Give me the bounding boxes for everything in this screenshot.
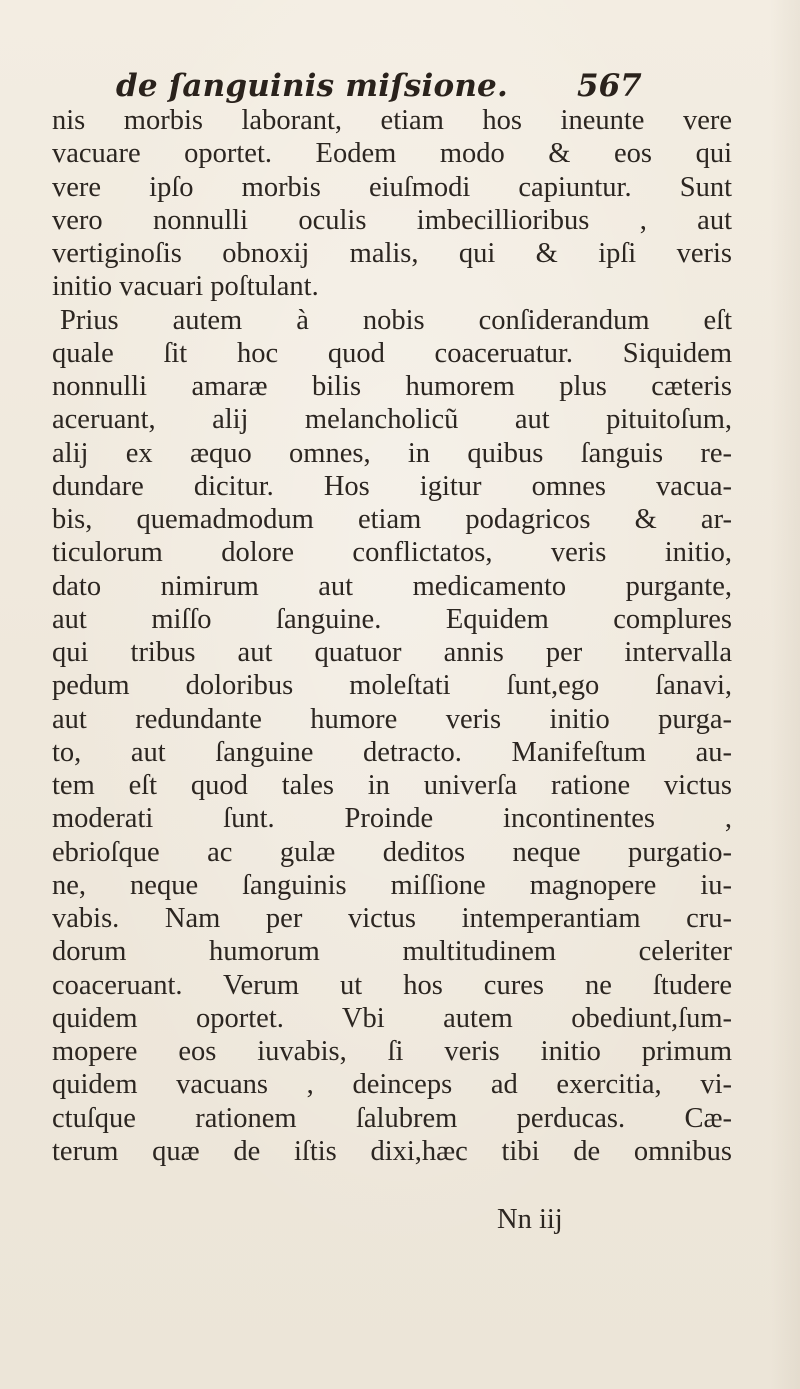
text-line: nis morbis laborant, etiam hos ineunte vere xyxy=(52,105,732,136)
text-line: quale ſit hoc quod coaceruatur. Siquidem xyxy=(52,337,732,369)
text-line: dorum humorum multitudinem celeriter xyxy=(52,936,732,968)
text-line: tem eſt quod tales in univerſa ratione victus xyxy=(52,770,732,801)
text-line: terum quæ de iſtis dixi,hæc tibi de omnibus xyxy=(52,1135,732,1167)
text-line: dato nimirum aut medicamento purgante, xyxy=(52,570,732,602)
running-head xyxy=(0,68,800,108)
text-line: Prius autem à nobis conſiderandum eſt xyxy=(60,304,732,336)
text-line: ctuſque rationem ſalubrem perducas. Cæ- xyxy=(52,1102,732,1134)
text-line: ticulorum dolore conflictatos, veris initio, xyxy=(52,537,732,569)
text-line: vabis. Nam per victus intemperantiam cru- xyxy=(52,903,732,934)
text-line: bis, quemadmodum etiam podagricos & ar- xyxy=(52,504,732,535)
text-line: aut redundante humore veris initio purga- xyxy=(52,703,732,735)
text-line: quidem oportet. Vbi autem obediunt,ſum- xyxy=(52,1002,732,1034)
body-text xyxy=(52,104,732,1168)
text-line: qui tribus aut quatuor annis per intervalla xyxy=(52,637,732,668)
signature-mark: Nn iij xyxy=(497,1204,563,1235)
text-line: ebrioſque ac gulæ deditos neque purgatio- xyxy=(52,836,732,868)
page-number: 567 xyxy=(577,68,642,104)
text-line: vacuare oportet. Eodem modo & eos qui xyxy=(52,138,732,170)
text-line: alij ex æquo omnes, in quibus ſanguis re- xyxy=(52,437,732,469)
text-line: vero nonnulli oculis imbecillioribus , aut xyxy=(52,204,732,236)
text-line: dundare dicitur. Hos igitur omnes vacua- xyxy=(52,470,732,502)
text-line: quidem vacuans , deinceps ad exercitia, vi- xyxy=(52,1069,732,1101)
text-line: aut miſſo ſanguine. Equidem complures xyxy=(52,603,732,635)
text-line: to, aut ſanguine detracto. Manifeſtum au- xyxy=(52,736,732,768)
page-edge-shadow xyxy=(770,0,800,1389)
text-line: initio vacuari poſtulant. xyxy=(52,271,319,303)
text-line: coaceruant. Verum ut hos cures ne ſtudere xyxy=(52,969,732,1001)
text-line: vere ipſo morbis eiuſmodi capiuntur. Sunt xyxy=(52,171,732,203)
text-line: nonnulli amaræ bilis humorem plus cæteris xyxy=(52,371,732,402)
running-title: de ſanguinis miſsione. xyxy=(116,68,508,104)
text-line: vertiginoſis obnoxij malis, qui & ipſi veris xyxy=(52,238,732,269)
text-line: pedum doloribus moleſtati ſunt,ego ſanavi, xyxy=(52,670,732,702)
text-line: moderati ſunt. Proinde incontinentes , xyxy=(52,803,732,835)
text-line: mopere eos iuvabis, ſi veris initio primum xyxy=(52,1036,732,1067)
text-line: ne, neque ſanguinis miſſione magnopere iu- xyxy=(52,869,732,901)
text-line: aceruant, alij melancholicũ aut pituitoſum, xyxy=(52,404,732,436)
